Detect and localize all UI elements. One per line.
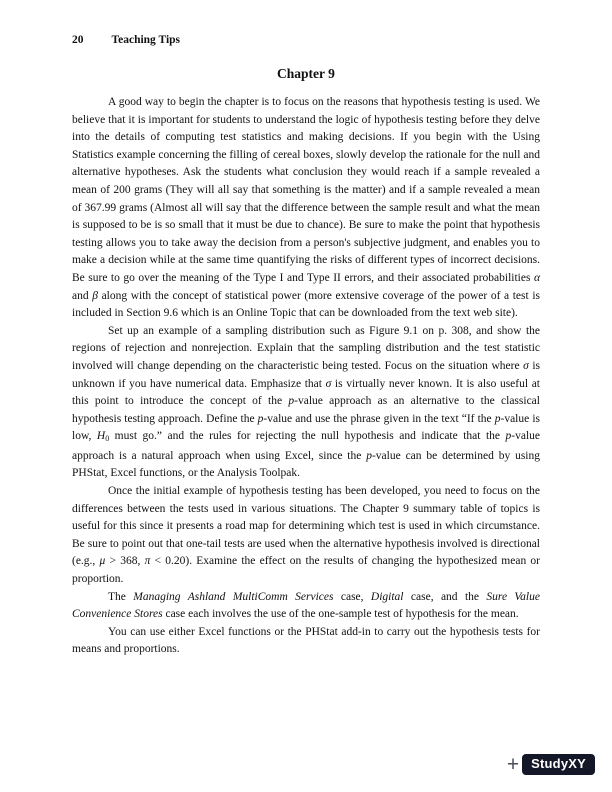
body-text: [72, 94, 540, 659]
page-header: [72, 34, 180, 46]
brand-badge: StudyXY: [522, 754, 595, 775]
paragraph: The Managing Ashland MultiComm Services case, Digital case, and the Sure Value Convenience Stores case each involves the use of the one-sample test of hypothesis for the mean.: [72, 590, 540, 621]
paragraph: Set up an example of a sampling distribution such as Figure 9.1 on p. 308, and show the regions of rejection and nonrejection. Explain that the sampling distribution and the test statistic involved will change depending on the characteristic being tested. Focus on the situation where σ is unknown if you have numerical data. Emphasize that σ is virtually never known. It is also useful at this point to introduce the concept of the p-value approach as an alternative to the classical hypothesis testing approach. Define the p-value and use the phrase given in the text “If the p-value is low, $H_0$ must go.” and the rules for rejecting the null hypothesis and indicate that the p-value approach is a natural approach when using Excel, since the p-value can be determined by using PHStat, Excel functions, or the Analysis Toolpak.: [72, 324, 541, 480]
paragraph: You can use either Excel functions or the PHStat add-in to carry out the hypothesis tests for means and proportions.: [72, 625, 540, 656]
page-number: 20: [72, 34, 84, 46]
paragraph: A good way to begin the chapter is to focus on the reasons that hypothesis testing is used. We believe that it is important for students to understand the logic of hypothesis testing before they delve into the details of computing test statistics and making decisions. If you begin with the Using Statistics example concerning the filling of cereal boxes, slowly develop the rationale for the null and alternative hypotheses. Ask the students what conclusion they would reach if a sample revealed a mean of 200 grams (They will all say that something is the matter) and if a sample revealed a mean of 367.99 grams (Almost all will say that the difference between the sample result and what the mean is supposed to be is so small that it must be due to chance). Be sure to make the point that hypothesis testing allows you to take away the decision from a person's subjective judgment, and enables you to make a decision while at the same time quantifying the risks of different types of incorrect decisions. Be sure to go over the meaning of the Type I and Type II errors, and their associated probabilities α and β along with the concept of statistical power (more extensive coverage of the power of a test is included in Section 9.6 which is an Online Topic that can be downloaded from the text web site).: [72, 96, 540, 320]
plus-icon: +: [506, 752, 520, 776]
chapter-title: Chapter 9: [277, 66, 335, 81]
paragraph: Once the initial example of hypothesis testing has been developed, you need to focus on the differences between the tests used in various situations. The Chapter 9 summary table of topics is useful for this since it presents a road map for determining which test is used in which circumstance. Be sure to point out that one-tail tests are used when the alternative hypothesis involved is directional (e.g., μ > 368, π < 0.20). Examine the effect on the results of changing the hypothesized mean or proportion.: [72, 485, 540, 586]
running-head: Teaching Tips: [111, 34, 181, 46]
studyxy-watermark: [507, 754, 595, 775]
